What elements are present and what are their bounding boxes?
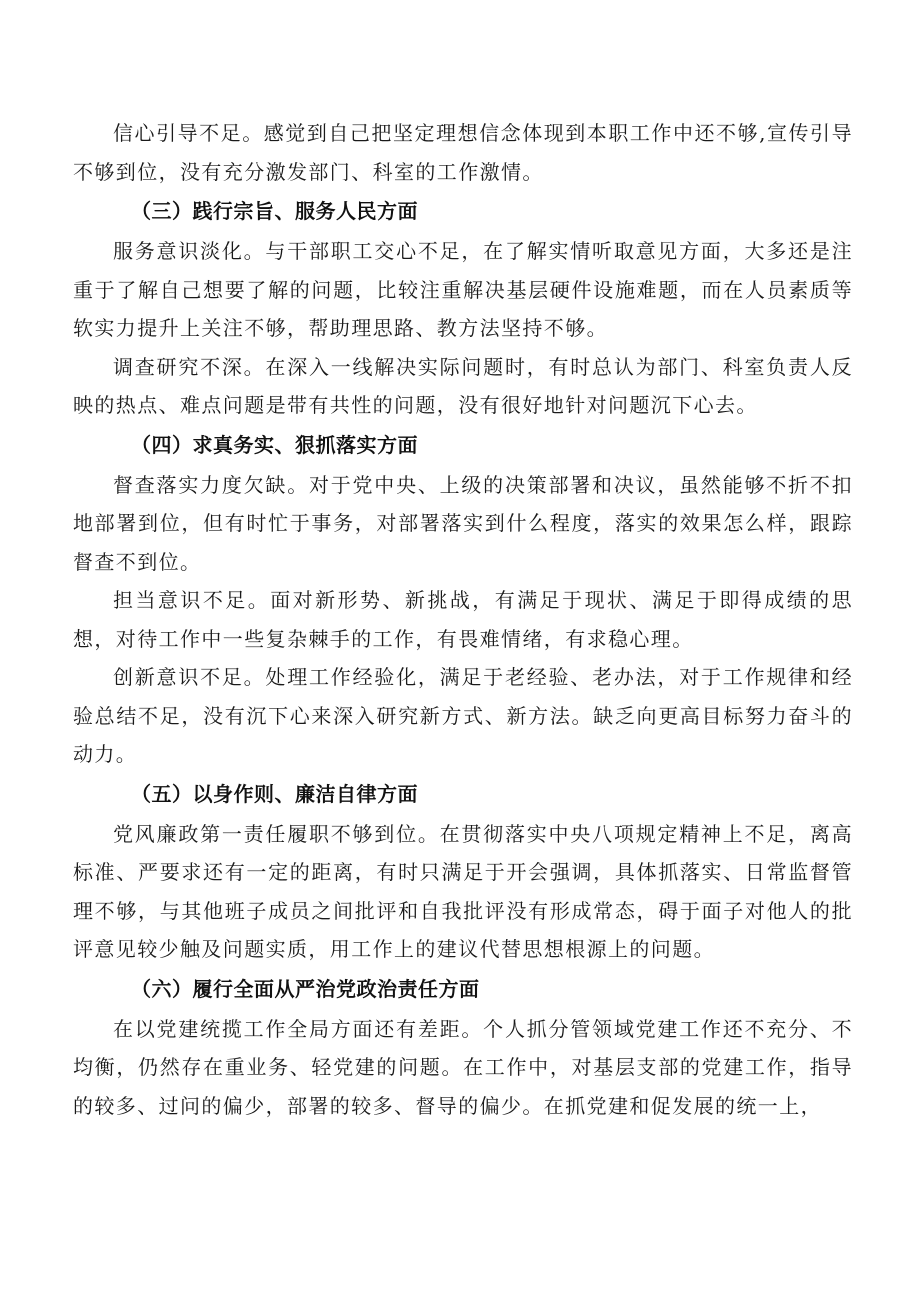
paragraph-supervision: 督查落实力度欠缺。对于党中央、上级的决策部署和决议，虽然能够不折不扣地部署到位，但有时忙于事务，对部署落实到什么程度，落实的效果怎么样，跟踪督查不到位。 xyxy=(73,472,853,574)
paragraph-investigation: 调查研究不深。在深入一线解决实际问题时，有时总认为部门、科室负责人反映的热点、难点问题是带有共性的问题，没有很好地针对问题沉下心去。 xyxy=(73,354,853,417)
paragraph-integrity: 党风廉政第一责任履职不够到位。在贯彻落实中央八项规定精神上不足，离高标准、严要求还有一定的距离，有时只满足于开会强调，具体抓落实、日常监督管理不够，与其他班子成员之间批评和自我批评没有形成常态，碍于面子对他人的批评意见较少触及问题实质，用工作上的建议代替思想根源上的问题。 xyxy=(73,821,853,961)
paragraph-service-awareness: 服务意识淡化。与干部职工交心不足，在了解实情听取意见方面，大多还是注重于了解自己想要了解的问题，比较注重解决基层硬件设施难题，而在人员素质等软实力提升上关注不够，帮助理思路、教方法坚持不够。 xyxy=(73,239,853,340)
paragraph-responsibility: 担当意识不足。面对新形势、新挑战，有满足于现状、满足于即得成绩的思想，对待工作中一些复杂棘手的工作，有畏难情绪，有求稳心理。 xyxy=(73,588,853,651)
section-heading-3: （三）践行宗旨、服务人民方面 xyxy=(131,199,418,223)
section-heading-4: （四）求真务实、狠抓落实方面 xyxy=(131,432,418,457)
paragraph-innovation: 创新意识不足。处理工作经验化，满足于老经验、老办法，对于工作规律和经验总结不足，没有沉下心来深入研究新方式、新方法。缺乏向更高目标努力奋斗的动力。 xyxy=(73,665,853,766)
section-heading-6: （六）履行全面从严治党政治责任方面 xyxy=(131,976,480,1001)
paragraph-faith-guidance: 信心引导不足。感觉到自己把坚定理想信念体现到本职工作中还不够,宣传引导不够到位，没有充分激发部门、科室的工作激情。 xyxy=(73,121,853,184)
paragraph-party-building: 在以党建统揽工作全局方面还有差距。个人抓分管领域党建工作还不充分、不均衡，仍然存在重业务、轻党建的问题。在工作中，对基层支部的党建工作，指导的较多、过问的偏少，部署的较多、督导的偏少。在抓党建和促发展的统一上， xyxy=(73,1016,853,1118)
document-body xyxy=(73,114,853,1125)
section-heading-5: （五）以身作则、廉洁自律方面 xyxy=(131,781,418,806)
